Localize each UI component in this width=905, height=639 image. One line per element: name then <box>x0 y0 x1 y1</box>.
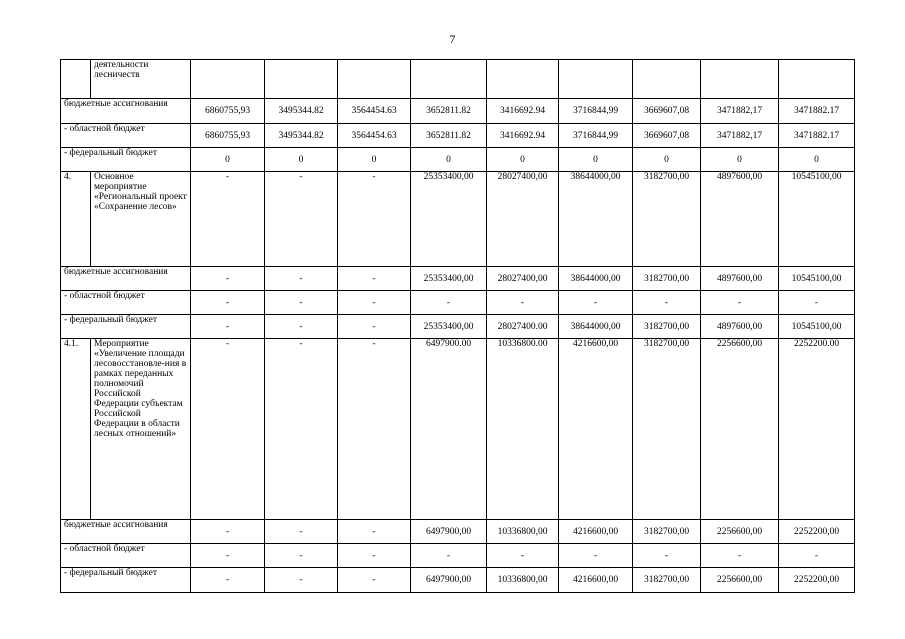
value-cell: - <box>265 568 338 593</box>
empty-cell <box>559 60 633 99</box>
row-label: - федеральный бюджет <box>61 148 191 172</box>
value-cell: 3182700,00 <box>633 568 701 593</box>
value-cell: 38644000,00 <box>559 267 633 291</box>
value-cell: 0 <box>338 148 411 172</box>
value-cell: - <box>633 291 701 315</box>
row-label: бюджетные ассигнования <box>61 99 191 124</box>
value-cell: 3182700,00 <box>633 339 701 520</box>
empty-cell <box>701 60 779 99</box>
value-cell: 3471882.17 <box>779 99 855 124</box>
value-cell: 6497900.00 <box>411 339 487 520</box>
value-cell: - <box>265 267 338 291</box>
value-cell: 10545100,00 <box>779 315 855 339</box>
value-cell: 6860755,93 <box>191 124 265 148</box>
value-cell: - <box>191 520 265 544</box>
value-cell: 3471882,17 <box>701 99 779 124</box>
value-cell: - <box>338 544 411 568</box>
page-number: 7 <box>449 32 456 46</box>
value-cell: - <box>265 544 338 568</box>
table-row <box>61 148 855 172</box>
value-cell: 38644000,00 <box>559 315 633 339</box>
empty-cell <box>265 60 338 99</box>
value-cell: 3495344.82 <box>265 99 338 124</box>
value-cell: 3652811.82 <box>411 99 487 124</box>
row-label: бюджетные ассигнования <box>61 520 191 544</box>
value-cell: - <box>265 339 338 520</box>
table-row <box>61 172 855 267</box>
value-cell: 2252200,00 <box>779 568 855 593</box>
value-cell: - <box>633 544 701 568</box>
table-row <box>61 291 855 315</box>
value-cell: - <box>191 291 265 315</box>
empty-cell <box>338 60 411 99</box>
budget-table <box>60 59 855 593</box>
value-cell: 10336800,00 <box>487 568 559 593</box>
table-row <box>61 339 855 520</box>
empty-cell <box>411 60 487 99</box>
table-row <box>61 124 855 148</box>
value-cell: 4216600,00 <box>559 568 633 593</box>
value-cell: 25353400,00 <box>411 315 487 339</box>
value-cell: - <box>338 172 411 267</box>
empty-cell <box>633 60 701 99</box>
value-cell: - <box>559 291 633 315</box>
value-cell: 3182700,00 <box>633 315 701 339</box>
value-cell: - <box>338 339 411 520</box>
row-label: - областной бюджет <box>61 544 191 568</box>
value-cell: 10545100,00 <box>779 267 855 291</box>
value-cell: 0 <box>779 148 855 172</box>
value-cell: 3716844,99 <box>559 99 633 124</box>
value-cell: - <box>338 568 411 593</box>
value-cell: 2252200,00 <box>779 520 855 544</box>
empty-cell <box>487 60 559 99</box>
value-cell: - <box>191 568 265 593</box>
value-cell: - <box>487 291 559 315</box>
empty-cell <box>191 60 265 99</box>
value-cell: - <box>779 291 855 315</box>
value-cell: 10545100,00 <box>779 172 855 267</box>
value-cell: - <box>191 544 265 568</box>
value-cell: - <box>265 315 338 339</box>
item-name: деятельности лесничеств <box>91 60 191 99</box>
row-label: - областной бюджет <box>61 124 191 148</box>
value-cell: 10336800.00 <box>487 339 559 520</box>
value-cell: 4216600,00 <box>559 520 633 544</box>
value-cell: 4897600,00 <box>701 267 779 291</box>
item-name: Мероприятие «Увеличение площади лесовосстановле-ния в рамках переданных полномочий Российской Федерации субъектам Российской Федерации в области лесных отношений» <box>91 339 191 520</box>
value-cell: - <box>265 172 338 267</box>
value-cell: 0 <box>265 148 338 172</box>
value-cell: - <box>338 315 411 339</box>
value-cell: 3564454.63 <box>338 99 411 124</box>
value-cell: 0 <box>191 148 265 172</box>
table-row <box>61 99 855 124</box>
value-cell: 3471882.17 <box>779 124 855 148</box>
value-cell: 6860755,93 <box>191 99 265 124</box>
row-label: - федеральный бюджет <box>61 315 191 339</box>
value-cell: 4216600,00 <box>559 339 633 520</box>
value-cell: - <box>559 544 633 568</box>
value-cell: 3416692.94 <box>487 124 559 148</box>
value-cell: 2256600,00 <box>701 568 779 593</box>
value-cell: 0 <box>701 148 779 172</box>
value-cell: 10336800,00 <box>487 520 559 544</box>
item-index: 4.1. <box>61 339 91 520</box>
value-cell: 3416692.94 <box>487 99 559 124</box>
empty-cell <box>779 60 855 99</box>
value-cell: 38644000,00 <box>559 172 633 267</box>
value-cell: 28027400,00 <box>487 172 559 267</box>
value-cell: 28027400,00 <box>487 267 559 291</box>
item-name: Основное мероприятие «Региональный проект «Сохранение лесов» <box>91 172 191 267</box>
value-cell: - <box>265 520 338 544</box>
value-cell: 4897600,00 <box>701 172 779 267</box>
value-cell: 28027400.00 <box>487 315 559 339</box>
value-cell: 3564454.63 <box>338 124 411 148</box>
value-cell: 2256600,00 <box>701 339 779 520</box>
item-index <box>61 60 91 99</box>
value-cell: 3716844,99 <box>559 124 633 148</box>
item-index: 4. <box>61 172 91 267</box>
value-cell: - <box>338 267 411 291</box>
value-cell: 6497900,00 <box>411 568 487 593</box>
value-cell: - <box>191 172 265 267</box>
value-cell: - <box>338 291 411 315</box>
value-cell: 3471882,17 <box>701 124 779 148</box>
value-cell: - <box>411 291 487 315</box>
value-cell: 25353400,00 <box>411 267 487 291</box>
table-row <box>61 520 855 544</box>
row-label: - областной бюджет <box>61 291 191 315</box>
value-cell: 3669607,08 <box>633 99 701 124</box>
value-cell: 3495344.82 <box>265 124 338 148</box>
value-cell: 0 <box>633 148 701 172</box>
value-cell: 3669607,08 <box>633 124 701 148</box>
value-cell: - <box>701 291 779 315</box>
value-cell: 0 <box>487 148 559 172</box>
value-cell: - <box>191 267 265 291</box>
row-label: - федеральный бюджет <box>61 568 191 593</box>
value-cell: - <box>191 315 265 339</box>
table-row <box>61 568 855 593</box>
value-cell: 3182700,00 <box>633 267 701 291</box>
table-row <box>61 60 855 99</box>
table-row <box>61 544 855 568</box>
value-cell: 2256600,00 <box>701 520 779 544</box>
value-cell: - <box>701 544 779 568</box>
value-cell: 6497900,00 <box>411 520 487 544</box>
value-cell: 0 <box>559 148 633 172</box>
value-cell: 2252200.00 <box>779 339 855 520</box>
value-cell: - <box>338 520 411 544</box>
value-cell: - <box>265 291 338 315</box>
value-cell: - <box>487 544 559 568</box>
value-cell: 3652811.82 <box>411 124 487 148</box>
row-label: бюджетные ассигнования <box>61 267 191 291</box>
value-cell: 4897600,00 <box>701 315 779 339</box>
table-row <box>61 267 855 291</box>
value-cell: 0 <box>411 148 487 172</box>
table-row <box>61 315 855 339</box>
value-cell: - <box>779 544 855 568</box>
value-cell: - <box>191 339 265 520</box>
value-cell: 25353400,00 <box>411 172 487 267</box>
value-cell: 3182700,00 <box>633 520 701 544</box>
value-cell: 3182700,00 <box>633 172 701 267</box>
value-cell: - <box>411 544 487 568</box>
